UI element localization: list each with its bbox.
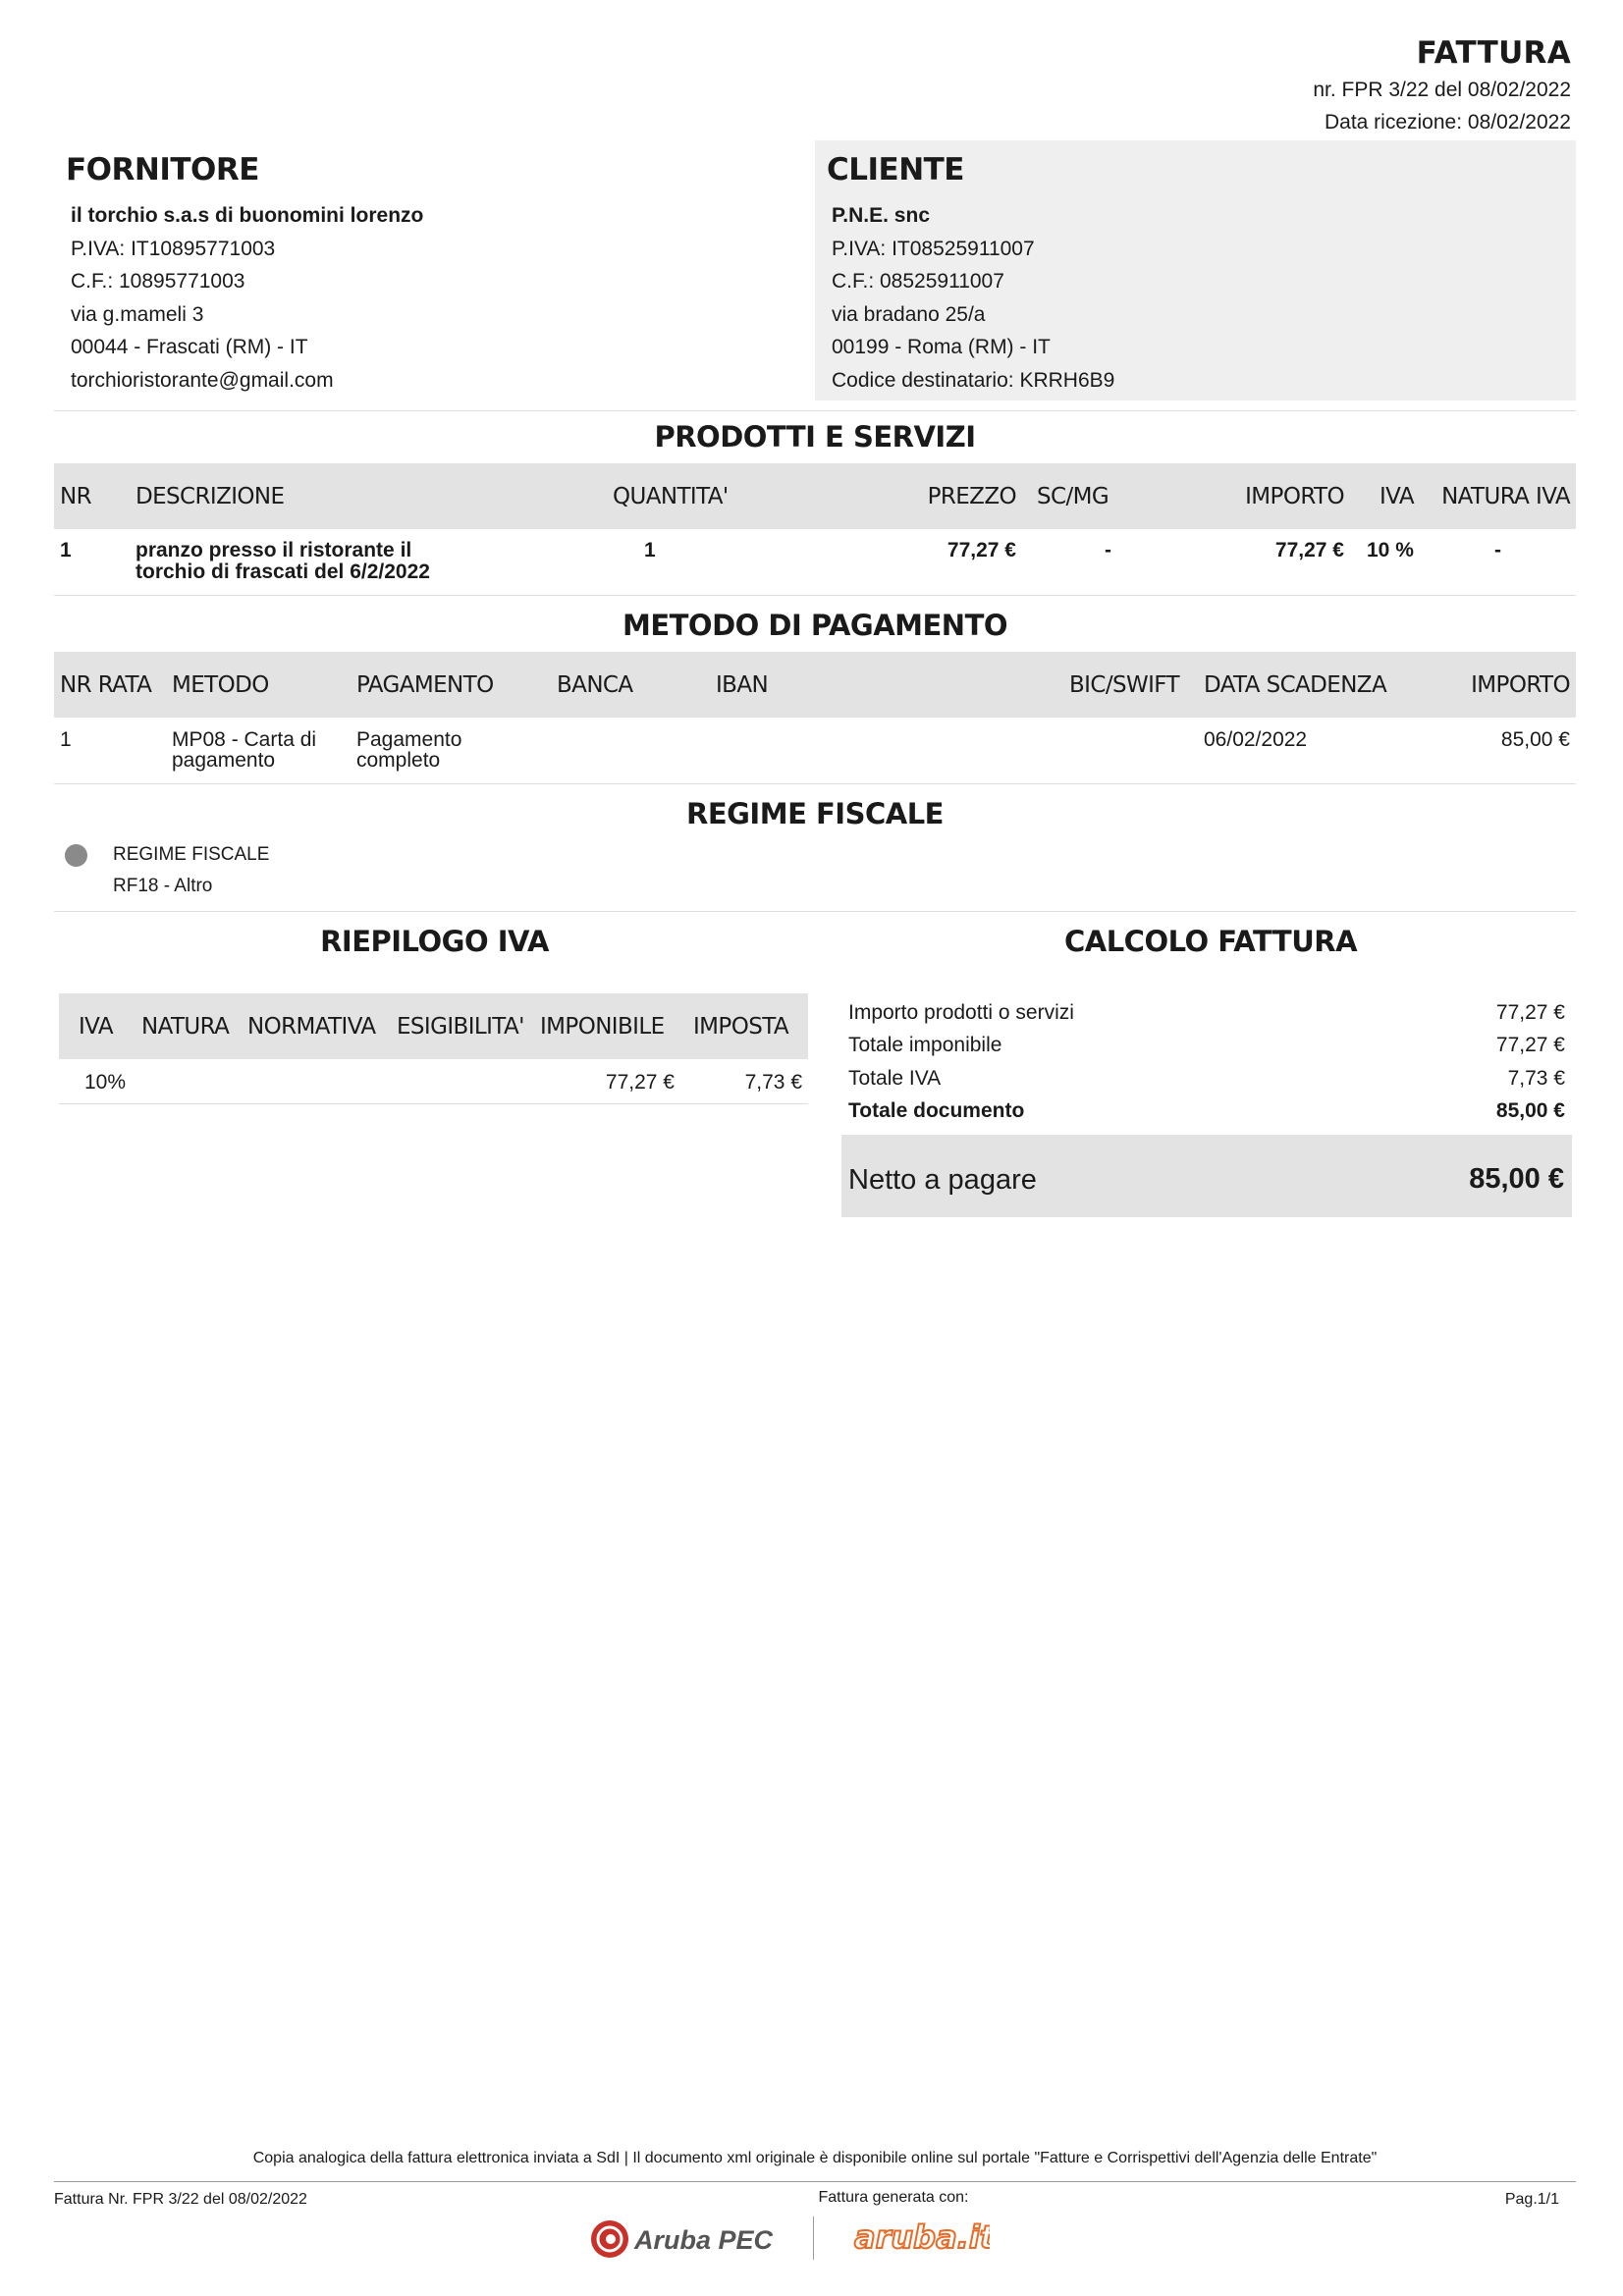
footer-invoice-ref: Fattura Nr. FPR 3/22 del 08/02/2022: [54, 2191, 307, 2208]
calcolo-title: CALCOLO FATTURA: [1063, 925, 1358, 958]
aruba-pec-logo-icon: [589, 2216, 785, 2262]
row-desc-line2: torchio di frascati del 6/2/2022: [135, 561, 430, 583]
col-data-scadenza: DATA SCADENZA: [1204, 672, 1387, 698]
row-iva: 10 %: [1367, 539, 1414, 561]
products-title: PRODOTTI E SERVIZI: [654, 420, 976, 454]
logo-divider: [813, 2216, 814, 2260]
netto-value: 85,00 €: [1469, 1163, 1564, 1195]
client-name: P.N.E. snc: [832, 204, 930, 227]
col-nr: NR: [60, 484, 91, 509]
products-table-header: [54, 463, 1576, 529]
divider: [54, 595, 1576, 596]
col-iva: IVA: [79, 1014, 113, 1040]
logo-text: Aruba PEC: [634, 2225, 774, 2255]
col-importo: IMPORTO: [1245, 484, 1344, 509]
col-importo: IMPORTO: [1471, 672, 1570, 698]
client-piva: P.IVA: IT08525911007: [832, 237, 1035, 260]
supplier-city: 00044 - Frascati (RM) - IT: [71, 336, 308, 358]
col-iban: IBAN: [716, 672, 769, 698]
products-table: [54, 463, 1576, 595]
riepilogo-table-header: [59, 993, 808, 1059]
row-importo: 85,00 €: [1500, 728, 1570, 751]
col-natura-iva: NATURA IVA: [1441, 484, 1570, 509]
footer-generated-with: Fattura generata con:: [818, 2189, 969, 2206]
client-cf: C.F.: 08525911007: [832, 270, 1004, 293]
col-scmg: SC/MG: [1037, 484, 1109, 509]
row-metodo-line1: MP08 - Carta di: [172, 728, 317, 751]
supplier-heading: FORNITORE: [66, 152, 259, 187]
row-pagamento-line1: Pagamento: [356, 728, 462, 751]
row-iva: 10%: [84, 1071, 127, 1094]
row-natura-iva: -: [1494, 539, 1501, 561]
row-pagamento-line2: completo: [356, 749, 441, 772]
supplier-piva: P.IVA: IT10895771003: [71, 237, 276, 260]
row-prezzo: 77,27 €: [947, 539, 1016, 561]
logo-text: aruba.it: [854, 2218, 990, 2256]
client-box: [815, 140, 1576, 400]
row-scmg: -: [1105, 539, 1111, 561]
supplier-name: il torchio s.a.s di buonomini lorenzo: [71, 204, 424, 227]
col-normativa: NORMATIVA: [247, 1014, 376, 1040]
page-number: Pag.1/1: [1504, 2191, 1559, 2208]
calc-label: Totale documento: [848, 1099, 1025, 1122]
col-iva: IVA: [1380, 484, 1414, 509]
aruba-pec-logo: [589, 2216, 785, 2262]
calc-label: Totale IVA: [848, 1067, 942, 1090]
client-recipient-code: Codice destinatario: KRRH6B9: [832, 368, 1115, 392]
bullet-dot-icon: [65, 844, 87, 867]
calc-value: 77,27 €: [1495, 1001, 1565, 1024]
netto-label: Netto a pagare: [848, 1164, 1037, 1196]
reception-date: Data ricezione: 08/02/2022: [1324, 111, 1571, 133]
row-data-scadenza: 06/02/2022: [1204, 728, 1308, 751]
supplier-address: via g.mameli 3: [71, 302, 204, 326]
row-importo: 77,27 €: [1274, 539, 1344, 561]
document-number: nr. FPR 3/22 del 08/02/2022: [1313, 79, 1571, 101]
row-imponibile: 77,27 €: [605, 1071, 675, 1094]
regime-title: REGIME FISCALE: [685, 797, 944, 830]
divider: [54, 783, 1576, 784]
calc-row-totale-imponibile: [848, 1034, 1565, 1057]
col-descrizione: DESCRIZIONE: [135, 484, 285, 509]
col-pagamento: PAGAMENTO: [356, 672, 494, 698]
calc-row-importo-prodotti: [848, 1001, 1565, 1025]
row-imposta: 7,73 €: [744, 1071, 802, 1094]
col-quantita: QUANTITA': [613, 484, 729, 509]
row-desc-line1: pranzo presso il ristorante il: [135, 539, 412, 561]
col-prezzo: PREZZO: [927, 484, 1016, 509]
client-city: 00199 - Roma (RM) - IT: [832, 336, 1051, 358]
netto-a-pagare-box: [841, 1135, 1572, 1217]
payment-table-header: [54, 652, 1576, 718]
footer-note: Copia analogica della fattura elettronica inviata a SdI | Il documento xml originale è disponibile online sul portale "Fatture e Corrispettivi dell'Agenzia delle Entrate": [252, 2150, 1378, 2166]
calc-value: 77,27 €: [1495, 1034, 1565, 1056]
supplier-email: torchioristorante@gmail.com: [71, 368, 334, 392]
regime-value: RF18 - Altro: [113, 876, 213, 896]
col-imposta: IMPOSTA: [693, 1014, 788, 1040]
col-natura: NATURA: [141, 1014, 230, 1040]
supplier-box: [54, 140, 800, 400]
row-nr-rata: 1: [60, 728, 72, 751]
calc-row-totale-documento: [848, 1099, 1565, 1123]
col-esigibilita: ESIGIBILITA': [397, 1014, 524, 1040]
document-title: FATTURA: [1416, 35, 1571, 71]
payment-title: METODO DI PAGAMENTO: [622, 609, 1008, 642]
col-banca: BANCA: [557, 672, 633, 698]
payment-table: [54, 652, 1576, 783]
calc-label: Totale imponibile: [848, 1034, 1002, 1056]
row-metodo-line2: pagamento: [172, 749, 276, 772]
riepilogo-title: RIEPILOGO IVA: [320, 925, 549, 958]
divider: [59, 1103, 808, 1104]
row-nr: 1: [60, 539, 72, 561]
row-quantita: 1: [644, 539, 656, 561]
client-heading: CLIENTE: [827, 152, 964, 187]
divider: [54, 410, 1576, 411]
col-bic: BIC/SWIFT: [1069, 672, 1179, 698]
calc-value: 85,00 €: [1495, 1099, 1565, 1122]
client-address: via bradano 25/a: [832, 302, 986, 326]
supplier-cf: C.F.: 10895771003: [71, 270, 245, 293]
aruba-it-logo-icon: [852, 2215, 990, 2260]
regime-label: REGIME FISCALE: [113, 844, 270, 865]
footer-divider: [54, 2181, 1576, 2182]
calc-row-totale-iva: [848, 1067, 1565, 1091]
col-imponibile: IMPONIBILE: [540, 1014, 665, 1040]
aruba-it-logo: [852, 2215, 990, 2260]
riepilogo-table: [59, 993, 808, 1103]
calc-value: 7,73 €: [1507, 1067, 1565, 1090]
col-metodo: METODO: [172, 672, 269, 698]
col-nr-rata: NR RATA: [60, 672, 152, 698]
calc-label: Importo prodotti o servizi: [848, 1001, 1074, 1024]
divider: [54, 911, 1576, 912]
